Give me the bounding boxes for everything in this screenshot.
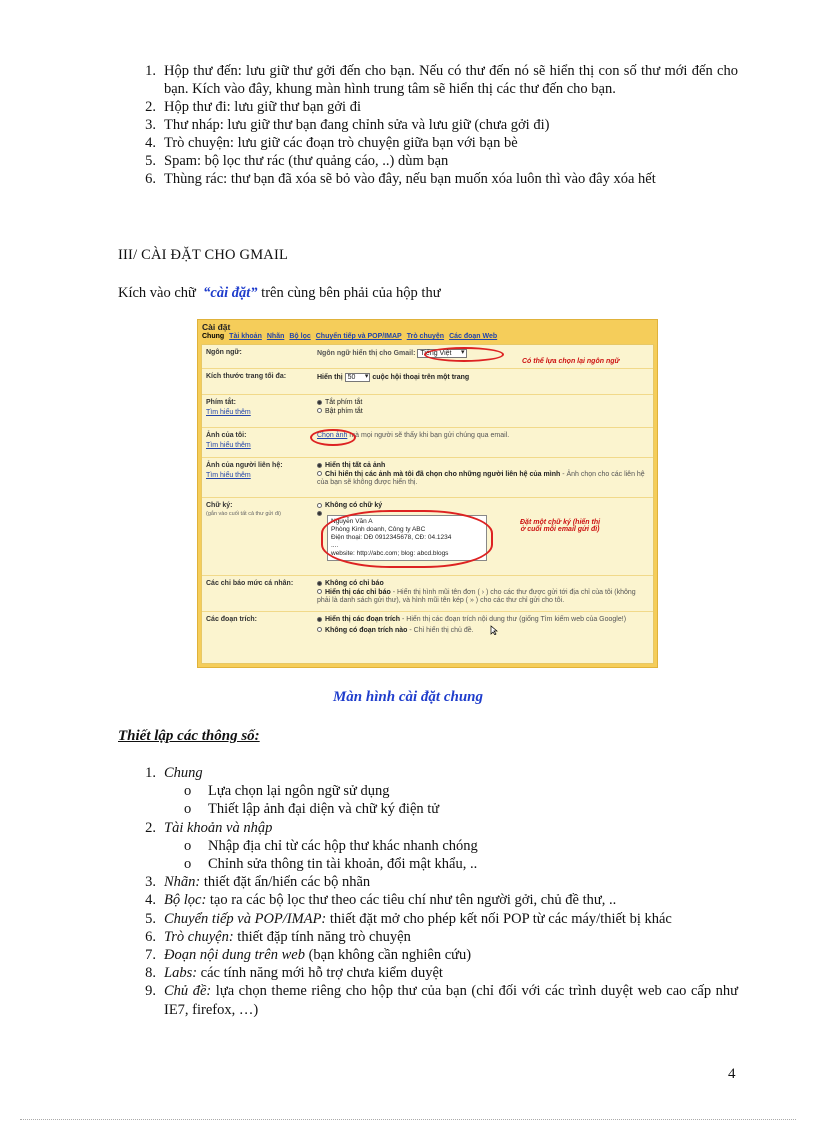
list-item: 4. Trò chuyện: lưu giữ các đoạn trò chuyện giữa bạn với bạn bè: [145, 135, 518, 151]
mailbox-folders-list: [118, 62, 738, 188]
choose-picture-link[interactable]: Chọn ảnh: [317, 432, 348, 439]
radio-button[interactable]: [317, 400, 322, 405]
my-picture-row: Ảnh của tôi: Tìm hiểu thêm Chọn ảnh mà mọi người sẽ thấy khi bạn gửi chúng qua email.: [202, 428, 653, 458]
signature-row: Chữ ký: (gắn vào cuối tất cả thư gửi đi) Không có chữ ký Nguyễn Văn A Phòng Kinh doanh, Công ty ABC Điện thoại: DĐ 0912345678, CĐ: 04.1234 .... website: http://abc.com; blog: abcd.blogs Đặt một chữ ký (hiển thị ở cuối mỗi email gửi đi): [202, 498, 653, 576]
list-item: 7. Đoạn nội dung trên web (bạn không cần nghiên cứu): [145, 947, 472, 964]
highlight-ring: [310, 429, 356, 446]
language-row: Ngôn ngữ: Ngôn ngữ hiển thị cho Gmail: Tiếng Việt ▾ Có thể lựa chọn lại ngôn ngữ: [202, 345, 653, 369]
list-item: 6. Trò chuyện: thiết đặp tính năng trò chuyện: [145, 928, 411, 945]
radio-button[interactable]: [317, 581, 322, 586]
radio-button[interactable]: [317, 627, 322, 632]
help-link[interactable]: Tìm hiểu thêm: [206, 442, 251, 449]
tab-forwarding[interactable]: Chuyển tiếp và POP/IMAP: [315, 333, 402, 340]
radio-button[interactable]: [317, 617, 322, 622]
sub-list-item: o Thiết lập ảnh đại diện và chữ ký điện tử: [184, 801, 440, 818]
figure-caption: Màn hình cài đặt chung: [332, 689, 484, 705]
settings-tabs: [198, 333, 657, 344]
list-item: 5. Chuyển tiếp và POP/IMAP: thiết đặt mở cho phép kết nối POP từ các máy/thiết bị khác: [145, 910, 672, 927]
contact-pictures-row: Ảnh của người liên hệ: Tìm hiểu thêm Hiển thị tất cả ảnh Chỉ hiển thị các ảnh mà tôi đã chọn cho những người liên hệ của mình - Ảnh chọn cho các liên hệ của bạn sẽ không được hiển thị.: [202, 458, 653, 498]
sub-list-item: o Lựa chọn lại ngôn ngữ sử dụng: [184, 783, 390, 800]
language-select[interactable]: Tiếng Việt ▾: [417, 349, 466, 358]
shortcuts-row: Phím tắt: Tìm hiểu thêm Tắt phím tắt Bật phím tắt: [202, 395, 653, 428]
list-item: 4. Bộ lọc: tạo ra các bộ lọc thư theo các tiêu chí như tên người gởi, chủ đề thư, ..: [145, 892, 617, 909]
list-item: 8. Labs: các tính năng mới hỗ trợ chưa kiểm duyệt: [145, 965, 443, 982]
highlight-ring: [424, 347, 504, 362]
list-item: 2. Tài khoản và nhập: [145, 819, 273, 836]
radio-button[interactable]: [317, 589, 322, 594]
footer-divider: [20, 1119, 796, 1120]
snippets-row: Các đoạn trích: Hiển thị các đoạn trích - Hiển thị các đoạn trích nội dung thư (giống Tìm kiếm web của Google!) Không có đoạn trích nào - Chỉ hiển thị chủ đề.: [206, 616, 627, 634]
page-size-row: Kích thước trang tối đa: Hiển thị 50 ▾ cuộc hội thoại trên một trang: [202, 369, 653, 395]
list-item: 6. Thùng rác: thư bạn đã xóa sẽ bỏ vào đây, nếu bạn muốn xóa luôn thì vào đây xóa hết: [145, 171, 656, 187]
list-item: 1. Chung: [145, 765, 203, 781]
radio-button[interactable]: [317, 511, 322, 516]
intro-paragraph: Kích vào chữ “cài đặt” trên cùng bên phải của hộp thư: [118, 285, 441, 301]
radio-button[interactable]: [317, 408, 322, 413]
settings-parameters-list: [118, 764, 738, 1019]
radio-button[interactable]: [317, 471, 322, 476]
list-item: 3. Thư nháp: lưu giữ thư bạn đang chỉnh sửa và lưu giữ (chưa gởi đi): [145, 117, 550, 133]
list-item: 3. Nhãn: thiết đặt ẩn/hiển các bộ nhãn: [145, 874, 371, 891]
settings-title: Cài đặt: [202, 322, 231, 332]
radio-button[interactable]: [317, 503, 322, 508]
sub-list-item: o Nhập địa chỉ từ các hộp thư khác nhanh chóng: [184, 837, 478, 854]
settings-panel: [201, 344, 654, 664]
language-annotation: Có thể lựa chọn lại ngôn ngữ: [522, 358, 620, 365]
highlight-ring: [321, 510, 493, 568]
help-link[interactable]: Tìm hiểu thêm: [206, 409, 251, 416]
tab-labels[interactable]: Nhãn: [266, 333, 285, 340]
tab-accounts[interactable]: Tài khoản: [229, 333, 262, 340]
list-item: 9. Chủ đề: lựa chọn theme riêng cho hộp thư của bạn (chỉ đối với các trình duyệt web cao cấp như IE7, firefox, …): [145, 983, 739, 1018]
list-item: 1. Hộp thư đến: lưu giữ thư gởi đến cho bạn. Nếu có thư đến nó sẽ hiển thị con số thư mới đến cho bạn. Kích vào đây, khung màn hình trung tâm sẽ hiển thị các thư đến cho bạn.: [145, 63, 738, 97]
help-link[interactable]: Tìm hiểu thêm: [206, 472, 251, 479]
tab-chat[interactable]: Trò chuyện: [406, 333, 445, 340]
indicators-row: Các chỉ báo mức cá nhân: Không có chỉ báo Hiển thị các chỉ báo - Hiển thị hình mũi tên đơn ( › ) cho các thư được gửi tới địa chỉ của tôi (không phải là danh sách gửi thư), và hình mũi tên kép ( » ) cho các thư chỉ gửi cho tôi.: [202, 576, 653, 612]
sub-list-item: o Chỉnh sửa thông tin tài khoản, đổi mật khẩu, ..: [184, 856, 478, 873]
mouse-cursor-icon: [490, 625, 498, 635]
tab-web-clips[interactable]: Các đoạn Web: [449, 333, 498, 340]
signature-annotation: Đặt một chữ ký (hiển thị ở cuối mỗi email gửi đi): [520, 519, 601, 533]
subheading: Thiết lập các thông số:: [118, 728, 260, 744]
signature-textarea[interactable]: Nguyễn Văn A Phòng Kinh doanh, Công ty ABC Điện thoại: DĐ 0912345678, CĐ: 04.1234 .... website: http://abc.com; blog: abcd.blogs: [327, 515, 487, 561]
settings-screenshot: [197, 319, 658, 668]
page-size-select[interactable]: 50 ▾: [345, 373, 371, 382]
tab-filters[interactable]: Bộ lọc: [289, 333, 311, 340]
settings-quote: “cài đặt”: [203, 285, 258, 301]
list-item: 2. Hộp thư đi: lưu giữ thư bạn gởi đi: [145, 99, 361, 115]
page-number: 4: [728, 1066, 736, 1082]
tab-general[interactable]: Chung: [202, 333, 225, 340]
section-heading: III/ CÀI ĐẶT CHO GMAIL: [118, 247, 289, 263]
list-item: 5. Spam: bộ lọc thư rác (thư quảng cáo, ..) dùm bạn: [145, 153, 449, 169]
radio-button[interactable]: [317, 463, 322, 468]
